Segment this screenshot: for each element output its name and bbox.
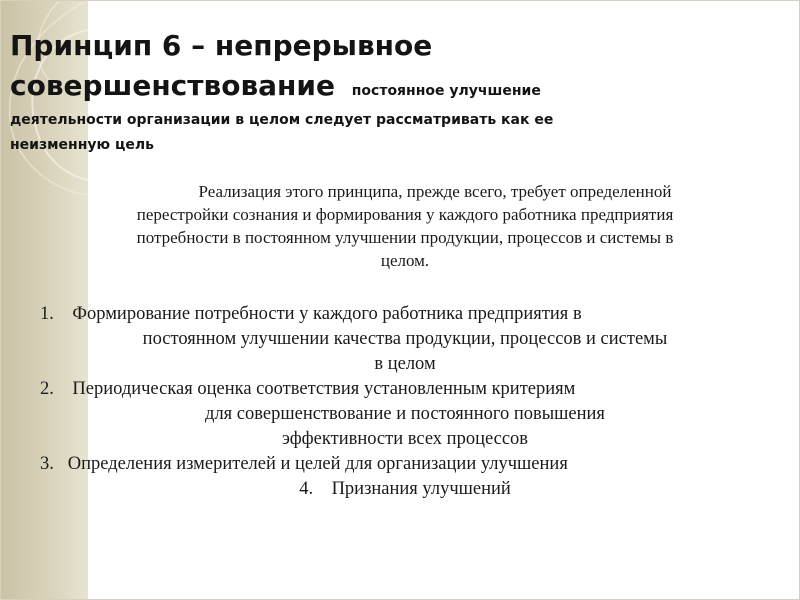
list-text: Признания улучшений — [331, 479, 511, 499]
list-number: 1. — [40, 304, 54, 324]
title-line-2-sub: постоянное улучшение — [351, 83, 541, 99]
list-text: постоянном улучшении качества продукции, процессов и системы — [142, 329, 668, 349]
intro-line: потребности в постоянном улучшении продукции, процессов и системы в — [136, 228, 674, 247]
numbered-list — [40, 302, 770, 502]
title-line-2-main: совершенствование — [10, 69, 336, 102]
list-number: 2. — [40, 379, 54, 399]
title-line-1: Принцип 6 – непрерывное — [10, 29, 433, 62]
intro-line: перестройки сознания и формирования у каждого работника предприятия — [136, 205, 674, 224]
list-text: Определения измерителей и целей для организации улучшения — [67, 454, 568, 474]
list-text: в целом — [374, 354, 436, 374]
list-item — [40, 452, 770, 477]
list-text: Формирование потребности у каждого работника предприятия в — [72, 304, 582, 324]
slide-title — [10, 26, 780, 158]
list-number: 3. — [40, 454, 54, 474]
list-item — [40, 477, 770, 502]
intro-line: Реализация этого принципа, прежде всего, требует определенной — [198, 182, 672, 201]
list-text: Периодическая оценка соответствия установленным критериям — [72, 379, 576, 399]
list-text: для совершенствование и постоянного повышения — [205, 404, 605, 424]
intro-paragraph — [40, 180, 770, 272]
title-line-3: деятельности организации в целом следует рассматривать как ее — [10, 112, 554, 128]
list-item — [40, 377, 770, 452]
title-line-4: неизменную цель — [10, 137, 154, 153]
list-item — [40, 302, 770, 377]
intro-line: целом. — [380, 251, 430, 270]
list-number: 4. — [299, 479, 314, 499]
list-text: эффективности всех процессов — [281, 429, 529, 449]
